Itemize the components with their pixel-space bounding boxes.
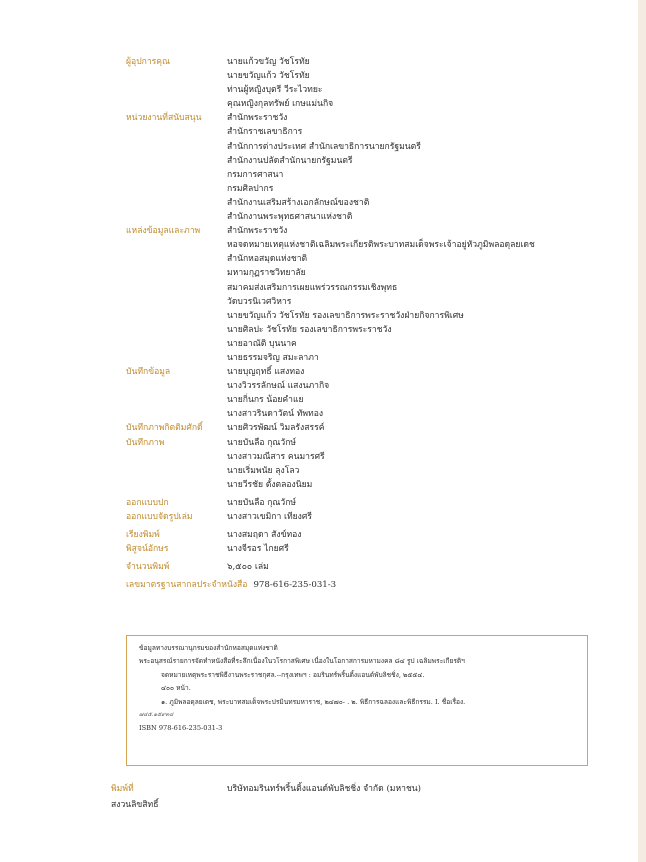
credit-name: สำนักการต่างประเทศ สำนักเลขาธิการนายกรัฐมนตรี — [227, 141, 421, 152]
credit-values — [227, 55, 333, 111]
credit-name: กรมศิลปากร — [227, 183, 274, 194]
printer-label: พิมพ์ที่ — [111, 784, 134, 794]
credit-name: หอจดหมายเหตุแห่งชาติเฉลิมพระเกียรติพระบาทสมเด็จพระเจ้าอยู่หัวภูมิพลอดุลยเดช — [227, 240, 535, 251]
credit-row — [126, 436, 535, 492]
credit-values — [227, 496, 296, 510]
credit-name: นางสาวเขมิกา เทียงศรี — [227, 512, 312, 522]
cip-publisher-line: จดหมายเหตุพระราชพิธีงานพระราชกุศล.--กรุงเทพฯ : อมรินทร์พริ้นติ้งแอนด์พับลิชชิ่ง, ๒๕๕๔. — [161, 670, 425, 679]
credit-name: สำนักงานพระพุทธศาสนาแห่งชาติ — [227, 212, 353, 223]
credit-name: มหามกุฏราชวิทยาลัย — [227, 268, 306, 279]
credit-name: สำนักราชเลขาธิการ — [227, 127, 303, 138]
printer-value: บริษัทอมรินทร์พริ้นติ้งแอนด์พับลิชชิ่ง จำกัด (มหาชน) — [227, 784, 422, 794]
credit-values — [227, 510, 312, 524]
credit-values — [227, 111, 421, 224]
credit-values — [227, 560, 269, 574]
credit-row — [126, 496, 535, 510]
credit-name: กรมการศาสนา — [227, 169, 284, 180]
credit-label: ผู้อุปการคุณ — [126, 57, 171, 67]
credit-name: นายกิ่นกร น้อยคำแย — [227, 395, 304, 406]
credit-values — [227, 421, 324, 435]
credit-row — [126, 542, 535, 556]
credit-name: สำนักพระราชวัง — [227, 113, 288, 124]
credit-name: นางสาวมณีสาร คนมารศรี — [227, 451, 325, 462]
printer-block — [111, 781, 421, 813]
isbn-label: เลขมาตรฐานสากลประจำหนังสือ — [126, 580, 248, 591]
credit-label: จำนวนพิมพ์ — [126, 562, 170, 573]
credit-label: พิสูจน์อักษร — [126, 544, 169, 555]
credit-values — [227, 224, 535, 365]
credit-name: นายศิวรพัฒน์ วิมลรังสรรค์ — [227, 423, 325, 434]
cip-isbn: ISBN 978-616-235-031-3 — [139, 724, 223, 733]
credit-values — [227, 365, 329, 421]
credit-name: นายศิลปะ วัชโรทัย รองเลขาธิการพระราชวัง — [227, 324, 392, 335]
credit-label: เรียงพิมพ์ — [126, 530, 160, 541]
isbn-number: 978-616-235-031-3 — [253, 580, 337, 591]
credit-row — [126, 55, 535, 111]
credit-name: นางสาวรินดาวัตน์ ทัพทอง — [227, 409, 324, 420]
credit-name: ๖,๕๐๐ เล่ม — [227, 562, 269, 573]
credits-block — [126, 55, 535, 592]
credit-values — [227, 542, 289, 556]
credit-row — [126, 111, 535, 224]
cip-title-line: พระอนุสรณ์รายการจัดทำหนังสือที่ระลึกเนื่องในวโรกาสพิเศษ เนื่องในโอกาสการมหามงคล ๘๔ รูป เฉลิมพระเกียรติฯ — [139, 657, 465, 666]
credit-name: สมาคมส่งเสริมการเผยแพร่วรรณกรรมเชิงพุทธ — [227, 282, 398, 293]
credit-name: นายแก้วขวัญ วัชโรทัย — [227, 57, 310, 67]
credit-name: คุณหญิงกุลทรัพย์ เกษแม่นกิจ — [227, 99, 334, 110]
credit-name: นางจีรอร ไกยศรี — [227, 544, 289, 555]
credit-name: นายเริ่มพนัย ลุงโลว — [227, 465, 300, 476]
credit-row — [126, 224, 535, 365]
credit-label: บันทึกภาพกิตติมศักดิ์ — [126, 423, 203, 434]
credit-values — [227, 436, 325, 492]
cip-box — [126, 635, 588, 766]
cip-classification: ๗๔๕.๑๕๙๓๔ — [139, 712, 174, 719]
credit-label: ออกแบบจัดรูปเล่ม — [126, 512, 193, 522]
credit-name: นายบุญฤทธิ์ แสงทอง — [227, 367, 305, 378]
credit-name: นายบันลือ กุณวักษ์ — [227, 497, 297, 508]
credit-name: วัดบวรนิเวศวิหาร — [227, 296, 292, 307]
credit-name: นางสมฤดา สังข์ทอง — [227, 530, 302, 541]
credit-label: หน่วยงานที่สนับสนุน — [126, 113, 202, 124]
credit-row — [126, 560, 535, 574]
credit-name: นายวีรชัย ตั้งตลองนิยม — [227, 479, 313, 490]
credit-label: ออกแบบปก — [126, 497, 169, 508]
cip-heading: ข้อมูลทางบรรณานุกรมของสำนักหอสมุดแห่งชาติ — [139, 644, 278, 652]
credit-row — [126, 510, 535, 524]
credit-name: ท่านผู้หญิงบุตรี วีระไวทยะ — [227, 85, 323, 96]
credit-row — [126, 421, 535, 435]
credit-name: สำนักพระราชวัง — [227, 226, 288, 237]
credit-row — [126, 528, 535, 542]
credit-name: สำนักงานเสริมสร้างเอกลักษณ์ของชาติ — [227, 197, 370, 208]
credit-values — [227, 528, 302, 542]
credit-name: นายธรรมจริญ สมะลาภา — [227, 352, 319, 363]
credit-label: บันทึกข้อมูล — [126, 367, 171, 378]
credit-name: นางวิวรรลักษณ์ แสงนภากิจ — [227, 381, 330, 392]
credit-row — [126, 365, 535, 421]
cip-subjects-line: ๑. ภูมิพลอดุลยเดช, พระบาทสมเด็จพระปรมินทรมหาราช, ๒๔๗๐- . ๒. พิธีการฉลองและพิธีกรรม. I. ชื่อเรื่อง. — [161, 697, 466, 706]
credit-name: นายอาณัติ บุนนาค — [227, 338, 297, 349]
cip-pages-line: ๔๐๐ หน้า. — [161, 684, 191, 693]
credit-name: สำนักหอสมุดแห่งชาติ — [227, 254, 308, 265]
credit-name: นายบันลือ กุณวักษ์ — [227, 437, 297, 448]
isbn-row — [126, 578, 535, 592]
copyright-label: สงวนลิขสิทธิ์ — [111, 800, 159, 810]
credit-name: สำนักงานปลัดสำนักนายกรัฐมนตรี — [227, 155, 353, 166]
credit-name: นายขวัญแก้ว วัชโรทัย — [227, 71, 310, 82]
credit-name: นายขวัญแก้ว วัชโรทัย รองเลขาธิการพระราชวังฝ่ายกิจการพิเศษ — [227, 310, 464, 321]
credit-label: แหล่งข้อมูลและภาพ — [126, 226, 201, 237]
credit-label: บันทึกภาพ — [126, 437, 165, 448]
